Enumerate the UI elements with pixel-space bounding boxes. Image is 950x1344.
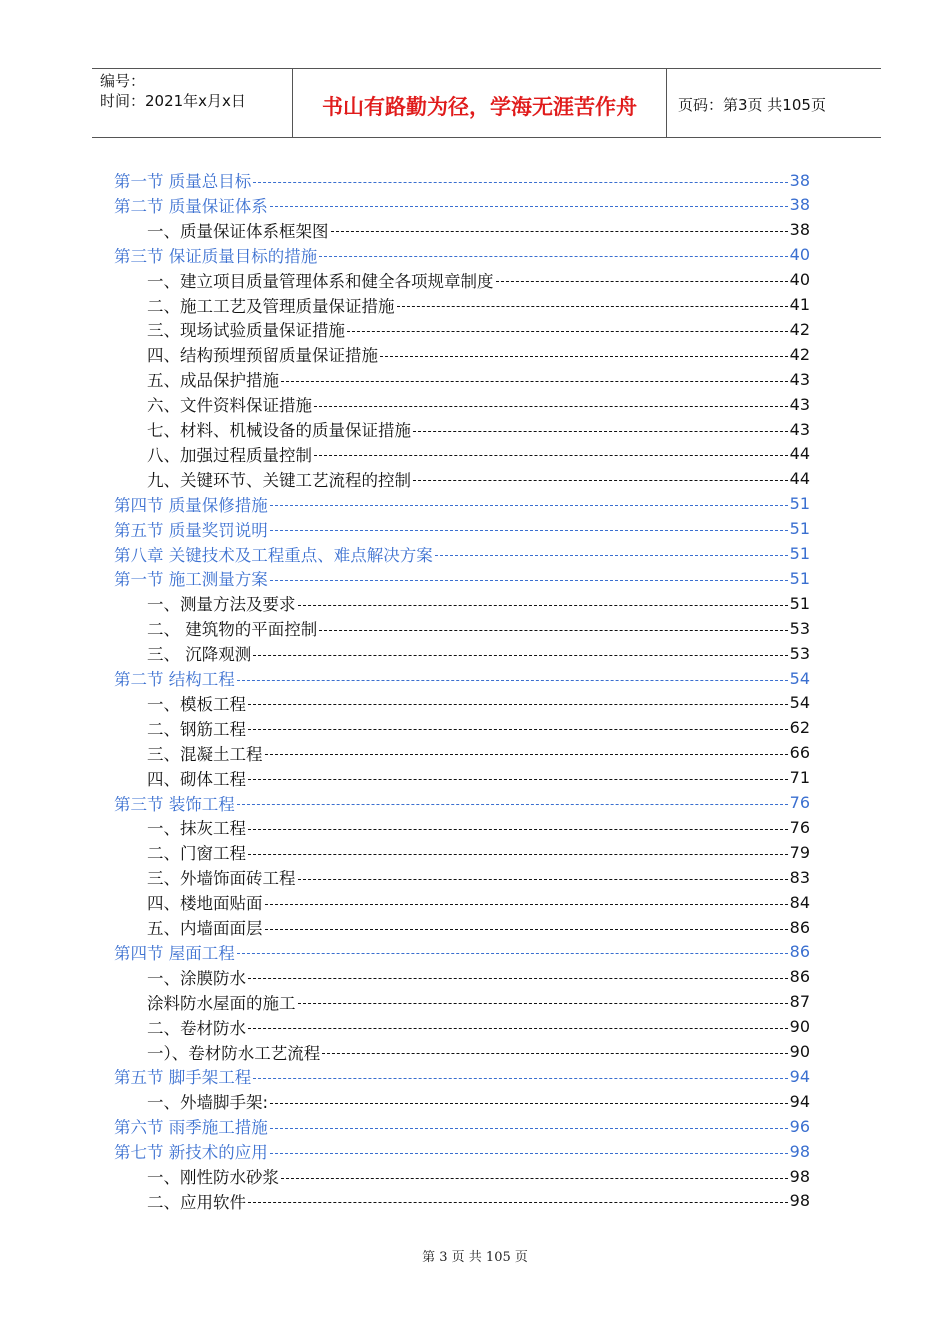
toc-entry-label: 第五节 脚手架工程 bbox=[114, 1068, 252, 1088]
toc-leader-dashes bbox=[253, 1078, 787, 1079]
toc-leader-dashes bbox=[281, 1178, 788, 1179]
toc-page-number: 98 bbox=[789, 1166, 810, 1186]
toc-leader-dashes bbox=[413, 431, 788, 432]
toc-leader-dashes bbox=[248, 854, 788, 855]
toc-page-number: 76 bbox=[789, 793, 810, 812]
toc-entry-label: 第八章 关键技术及工程重点、难点解决方案 bbox=[114, 545, 433, 565]
toc-section-link[interactable] bbox=[114, 517, 810, 541]
header-page-cell bbox=[666, 69, 881, 137]
toc-item-link[interactable] bbox=[147, 317, 810, 341]
toc-section-link[interactable] bbox=[114, 243, 810, 267]
toc-page-number: 43 bbox=[789, 394, 810, 414]
toc-leader-dashes bbox=[265, 754, 788, 755]
toc-section-link[interactable] bbox=[114, 1139, 810, 1163]
toc-entry-label: 一）、卷材防水工艺流程 bbox=[147, 1043, 321, 1063]
toc-entry-label: 五、内墙面面层 bbox=[147, 919, 263, 938]
toc-page-number: 53 bbox=[789, 643, 810, 663]
toc-entry-label: 第二节 质量保证体系 bbox=[114, 196, 268, 216]
toc-leader-dashes bbox=[248, 779, 788, 780]
toc-page-number: 96 bbox=[789, 1116, 810, 1136]
toc-item-link[interactable] bbox=[147, 915, 810, 939]
toc-page-number: 40 bbox=[789, 245, 810, 265]
toc-section-link[interactable] bbox=[114, 791, 810, 815]
header-page-info: 页码：第3页 共105页 bbox=[678, 96, 826, 114]
toc-item-link[interactable] bbox=[147, 691, 810, 715]
toc-item-link[interactable] bbox=[147, 890, 810, 914]
toc-entry-label: 四、结构预埋预留质量保证措施 bbox=[147, 346, 378, 366]
toc-item-link[interactable] bbox=[147, 741, 810, 765]
toc-entry-label: 四、楼地面贴面 bbox=[147, 894, 263, 914]
toc-entry-label: 三、现场试验质量保证措施 bbox=[147, 321, 345, 341]
page-footer: 第 3 页 共 105 页 bbox=[422, 1250, 528, 1265]
toc-item-link[interactable] bbox=[147, 591, 810, 615]
toc-page-number: 51 bbox=[789, 544, 810, 563]
toc-entry-label: 二、施工工艺及管理质量保证措施 bbox=[147, 296, 395, 316]
toc-item-link[interactable] bbox=[147, 467, 810, 491]
toc-entry-label: 二、钢筋工程 bbox=[147, 719, 246, 739]
toc-entry-label: 第七节 新技术的应用 bbox=[114, 1143, 268, 1163]
toc-entry-label: 第一节 质量总目标 bbox=[114, 172, 252, 191]
toc-leader-dashes bbox=[319, 256, 787, 257]
toc-item-link[interactable] bbox=[147, 268, 810, 292]
toc-leader-dashes bbox=[248, 829, 788, 830]
toc-leader-dashes bbox=[237, 804, 788, 805]
toc-leader-dashes bbox=[270, 1153, 788, 1154]
toc-section-link[interactable] bbox=[114, 666, 810, 690]
toc-page-number: 84 bbox=[789, 892, 810, 912]
toc-item-link[interactable] bbox=[147, 766, 810, 790]
toc-item-link[interactable] bbox=[147, 1164, 810, 1188]
toc-page-number: 54 bbox=[789, 693, 810, 713]
toc-item-link[interactable] bbox=[147, 1040, 810, 1064]
header-motto-cell bbox=[292, 69, 667, 137]
toc-entry-label: 二、卷材防水 bbox=[147, 1018, 246, 1038]
toc-page-number: 76 bbox=[789, 817, 810, 837]
toc-entry-label: 第四节 质量保修措施 bbox=[114, 495, 268, 515]
toc-page-number: 66 bbox=[789, 743, 810, 763]
toc-leader-dashes bbox=[270, 530, 788, 531]
header-meta-cell bbox=[92, 69, 292, 137]
toc-item-link[interactable] bbox=[147, 1189, 810, 1213]
toc-entry-label: 第一节 施工测量方案 bbox=[114, 570, 268, 590]
toc-item-link[interactable] bbox=[147, 367, 810, 391]
toc-page-number: 87 bbox=[789, 992, 810, 1012]
toc-entry-label: 一、测量方法及要求 bbox=[147, 595, 296, 615]
toc-entry-label: 第四节 屋面工程 bbox=[114, 943, 235, 963]
toc-page-number: 90 bbox=[789, 1017, 810, 1037]
toc-leader-dashes bbox=[270, 206, 788, 207]
toc-page-number: 51 bbox=[789, 593, 810, 613]
toc-entry-label: 一、刚性防水砂浆 bbox=[147, 1168, 279, 1187]
toc-page-number: 54 bbox=[789, 668, 810, 688]
toc-entry-label: 一、抹灰工程 bbox=[147, 819, 246, 839]
toc-item-link[interactable] bbox=[147, 218, 810, 242]
toc-entry-label: 三、外墙饰面砖工程 bbox=[147, 869, 296, 889]
toc-section-link[interactable] bbox=[114, 492, 810, 516]
toc-entry-label: 第二节 结构工程 bbox=[114, 670, 235, 689]
toc-leader-dashes bbox=[248, 1028, 788, 1029]
toc-item-link[interactable] bbox=[147, 1015, 810, 1039]
toc-entry-label: 一、外墙脚手架: bbox=[147, 1093, 269, 1113]
toc-leader-dashes bbox=[380, 356, 788, 357]
toc-leader-dashes bbox=[265, 904, 788, 905]
toc-page-number: 86 bbox=[789, 967, 810, 987]
toc-item-link[interactable] bbox=[147, 442, 810, 466]
toc-entry-label: 第三节 装饰工程 bbox=[114, 794, 235, 814]
toc-entry-label: 第三节 保证质量目标的措施 bbox=[114, 246, 318, 266]
toc-leader-dashes bbox=[322, 1053, 787, 1054]
toc-page-number: 51 bbox=[789, 568, 810, 588]
toc-leader-dashes bbox=[281, 381, 788, 382]
toc-item-link[interactable] bbox=[147, 716, 810, 740]
toc-leader-dashes bbox=[319, 630, 787, 631]
toc-entry-label: 一、建立项目质量管理体系和健全各项规章制度 bbox=[147, 271, 494, 291]
toc-section-link[interactable] bbox=[114, 1064, 810, 1088]
toc-entry-label: 五、成品保护措施 bbox=[147, 371, 279, 391]
toc-item-link[interactable] bbox=[147, 392, 810, 416]
toc-page-number: 79 bbox=[789, 842, 810, 862]
header-motto: 书山有路勤为径，学海无涯苦作舟 bbox=[322, 94, 637, 119]
page-header bbox=[92, 68, 881, 138]
toc-entry-label: 三、 沉降观测 bbox=[147, 645, 252, 665]
toc-entry-label: 二、 建筑物的平面控制 bbox=[147, 620, 318, 640]
toc-item-link[interactable] bbox=[147, 965, 810, 989]
toc-section-link[interactable] bbox=[114, 193, 810, 217]
toc-page-number: 83 bbox=[789, 867, 810, 887]
toc-page-number: 90 bbox=[789, 1042, 810, 1061]
toc-page-number: 51 bbox=[789, 494, 810, 514]
toc-leader-dashes bbox=[248, 978, 788, 979]
document-number-label: 编号： bbox=[100, 72, 146, 90]
toc-section-link[interactable] bbox=[114, 542, 810, 566]
toc-leader-dashes bbox=[237, 680, 788, 681]
toc-leader-dashes bbox=[496, 281, 788, 282]
toc-leader-dashes bbox=[314, 455, 788, 456]
toc-item-link[interactable] bbox=[147, 417, 810, 441]
toc-leader-dashes bbox=[397, 306, 788, 307]
toc-leader-dashes bbox=[270, 580, 788, 581]
document-time-label: 时间：2021年x月x日 bbox=[100, 92, 246, 110]
toc-page-number: 44 bbox=[789, 469, 810, 489]
toc-leader-dashes bbox=[248, 1202, 788, 1203]
toc-page-number: 41 bbox=[789, 295, 810, 314]
toc-page-number: 53 bbox=[789, 618, 810, 638]
toc-leader-dashes bbox=[237, 953, 788, 954]
toc-leader-dashes bbox=[298, 879, 788, 880]
toc-section-link[interactable] bbox=[114, 1114, 810, 1138]
toc-section-link[interactable] bbox=[114, 168, 810, 192]
toc-entry-label: 涂料防水屋面的施工 bbox=[147, 993, 296, 1013]
toc-item-link[interactable] bbox=[147, 293, 810, 317]
toc-item-link[interactable] bbox=[147, 865, 810, 889]
toc-entry-label: 六、文件资料保证措施 bbox=[147, 396, 312, 416]
toc-leader-dashes bbox=[270, 505, 788, 506]
toc-leader-dashes bbox=[298, 1003, 788, 1004]
toc-entry-label: 一、涂膜防水 bbox=[147, 968, 246, 988]
toc-item-link[interactable] bbox=[147, 616, 810, 640]
toc-entry-label: 四、砌体工程 bbox=[147, 769, 246, 789]
toc-page-number: 51 bbox=[789, 519, 810, 539]
toc-entry-label: 二、门窗工程 bbox=[147, 844, 246, 864]
toc-page-number: 38 bbox=[789, 220, 810, 240]
toc-page-number: 86 bbox=[789, 942, 810, 962]
toc-page-number: 44 bbox=[789, 444, 810, 464]
toc-leader-dashes bbox=[270, 1128, 788, 1129]
toc-leader-dashes bbox=[253, 655, 787, 656]
toc-page-number: 86 bbox=[789, 917, 810, 937]
toc-leader-dashes bbox=[253, 182, 787, 183]
toc-item-link[interactable] bbox=[147, 641, 810, 665]
toc-leader-dashes bbox=[435, 555, 788, 556]
toc-page-number: 43 bbox=[789, 419, 810, 439]
toc-page-number: 94 bbox=[789, 1066, 810, 1086]
toc-page-number: 38 bbox=[789, 195, 810, 215]
toc-entry-label: 一、质量保证体系框架图 bbox=[147, 221, 329, 241]
toc-item-link[interactable] bbox=[147, 840, 810, 864]
toc-page-number: 71 bbox=[789, 768, 810, 788]
toc-leader-dashes bbox=[314, 406, 788, 407]
toc-leader-dashes bbox=[248, 729, 788, 730]
toc-page-number: 62 bbox=[789, 718, 810, 738]
toc-entry-label: 九、关键环节、关键工艺流程的控制 bbox=[147, 470, 411, 490]
toc-leader-dashes bbox=[270, 1103, 788, 1104]
toc-entry-label: 二、应用软件 bbox=[147, 1192, 246, 1212]
toc-leader-dashes bbox=[331, 231, 788, 232]
toc-leader-dashes bbox=[298, 605, 788, 606]
toc-page-number: 38 bbox=[789, 170, 810, 190]
toc-entry-label: 三、混凝土工程 bbox=[147, 744, 263, 764]
toc-page-number: 42 bbox=[789, 319, 810, 339]
toc-page-number: 40 bbox=[789, 270, 810, 290]
toc-page-number: 42 bbox=[789, 344, 810, 364]
toc-page-number: 43 bbox=[789, 369, 810, 389]
toc-entry-label: 一、模板工程 bbox=[147, 694, 246, 714]
toc-entry-label: 第六节 雨季施工措施 bbox=[114, 1118, 268, 1138]
toc-entry-label: 八、加强过程质量控制 bbox=[147, 445, 312, 465]
toc-item-link[interactable] bbox=[147, 815, 810, 839]
toc-page-number: 94 bbox=[789, 1091, 810, 1111]
toc-page-number: 98 bbox=[789, 1191, 810, 1211]
toc-item-link[interactable] bbox=[147, 990, 810, 1014]
toc-entry-label: 七、材料、机械设备的质量保证措施 bbox=[147, 421, 411, 440]
toc-section-link[interactable] bbox=[114, 566, 810, 590]
toc-leader-dashes bbox=[265, 929, 788, 930]
toc-item-link[interactable] bbox=[147, 1089, 810, 1113]
toc-item-link[interactable] bbox=[147, 342, 810, 366]
toc-entry-label: 第五节 质量奖罚说明 bbox=[114, 520, 268, 540]
toc-page-number: 98 bbox=[789, 1141, 810, 1161]
toc-leader-dashes bbox=[248, 704, 788, 705]
toc-leader-dashes bbox=[413, 480, 788, 481]
toc-section-link[interactable] bbox=[114, 940, 810, 964]
toc-leader-dashes bbox=[347, 331, 788, 332]
